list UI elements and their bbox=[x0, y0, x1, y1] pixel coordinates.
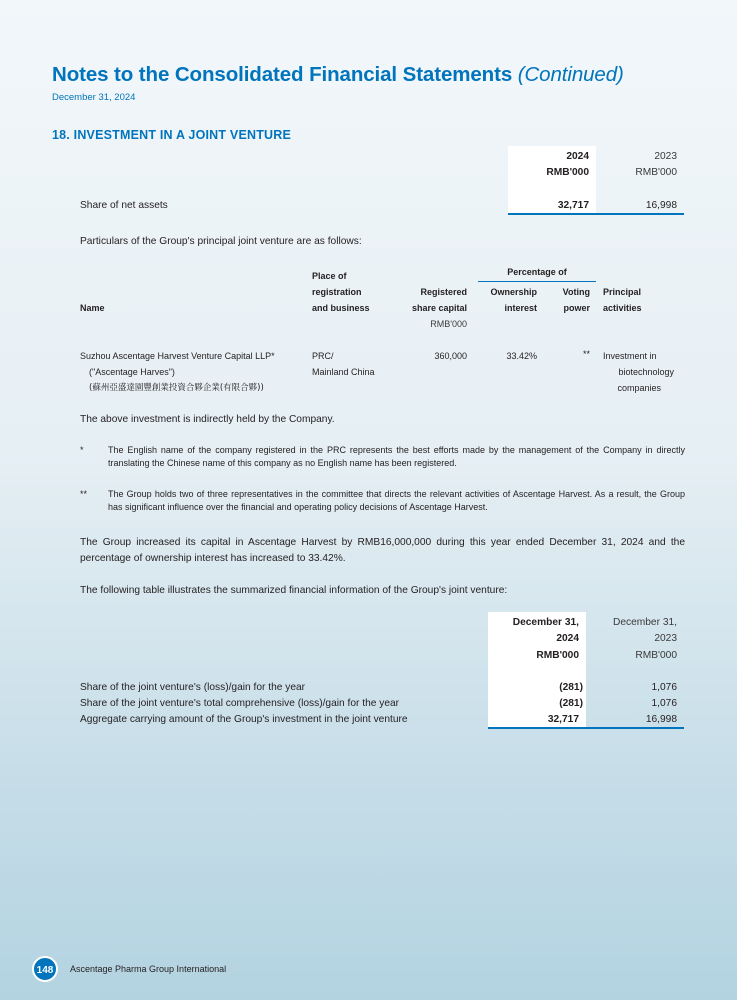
t2-row-label: Share of the joint venture's total comprehensive (loss)/gain for the year bbox=[80, 698, 400, 709]
header-name: Name bbox=[80, 303, 105, 313]
t2-row-value-2024: 32,717 bbox=[547, 714, 579, 725]
header-principal-1: Principal bbox=[603, 287, 642, 297]
t2-col-2024-line-3: RMB'000 bbox=[536, 650, 579, 661]
company-name: Ascentage Pharma Group International bbox=[70, 964, 227, 974]
col-2024-unit: RMB'000 bbox=[546, 167, 589, 178]
jv-name-line-3: (蘇州亞盛達園豐創業投資合夥企業(有限合夥)) bbox=[89, 383, 264, 393]
jv-registered-capital: 360,000 bbox=[434, 351, 467, 361]
jv-place-line-2: Mainland China bbox=[312, 367, 375, 377]
title-continued: (Continued) bbox=[517, 63, 624, 86]
share-net-assets-2024: 32,717 bbox=[557, 200, 589, 211]
header-voting-1: Voting bbox=[562, 287, 590, 297]
page-number-badge: 148 bbox=[32, 956, 58, 982]
header-place-2: registration bbox=[312, 287, 362, 297]
t2-col-2023-line-1: December 31, bbox=[613, 617, 677, 628]
t2-row-label: Aggregate carrying amount of the Group's investment in the joint venture bbox=[80, 714, 408, 725]
jv-activity-line-2: biotechnology bbox=[618, 367, 674, 377]
percentage-group-rule bbox=[478, 281, 596, 282]
header-reg-unit: RMB'000 bbox=[430, 319, 467, 329]
table1-bottom-rule bbox=[508, 213, 684, 215]
col-2024-year: 2024 bbox=[566, 151, 589, 162]
t2-row-value-2023: 1,076 bbox=[651, 698, 677, 709]
header-ownership-1: Ownership bbox=[490, 287, 537, 297]
t2-row-value-2024: (281) bbox=[559, 698, 583, 709]
footnote-mark-2: ** bbox=[80, 489, 88, 499]
jv-activity-line-3: companies bbox=[617, 383, 661, 393]
jv-activity-line-1: Investment in bbox=[603, 351, 657, 361]
jv-place-line-1: PRC/ bbox=[312, 351, 334, 361]
jv-name-line-1: Suzhou Ascentage Harvest Venture Capital LLP* bbox=[80, 351, 275, 361]
page-title: Notes to the Consolidated Financial Statements (Continued) bbox=[52, 63, 624, 86]
particulars-intro: Particulars of the Group's principal joint venture are as follows: bbox=[80, 236, 362, 247]
indirect-holding-note: The above investment is indirectly held by the Company. bbox=[80, 414, 335, 425]
footnote-text-2: The Group holds two of three representatives in the committee that directs the relevant activities of Ascentage Harvest. As a result, the Group has significant influence over the financial and operating policy decisions of Ascentage Harvest. bbox=[108, 489, 685, 512]
t2-row-value-2023: 1,076 bbox=[651, 682, 677, 693]
summary-intro: The following table illustrates the summarized financial information of the Group's joint venture: bbox=[80, 585, 508, 596]
share-net-assets-label: Share of net assets bbox=[80, 200, 168, 211]
report-date: December 31, 2024 bbox=[52, 92, 136, 103]
t2-col-2023-line-2: 2023 bbox=[654, 633, 677, 644]
jv-name-line-2: ("Ascentage Harves") bbox=[89, 367, 175, 377]
section-heading: 18. INVESTMENT IN A JOINT VENTURE bbox=[52, 128, 292, 142]
header-reg-1: Registered bbox=[420, 287, 467, 297]
t2-col-2024-line-2: 2024 bbox=[556, 633, 579, 644]
col-2023-unit: RMB'000 bbox=[635, 167, 677, 178]
header-percentage-of: Percentage of bbox=[507, 267, 567, 277]
jv-voting-power: ** bbox=[582, 349, 590, 359]
jv-ownership-interest: 33.42% bbox=[506, 351, 537, 361]
header-ownership-2: interest bbox=[504, 303, 537, 313]
capital-increase-paragraph: The Group increased its capital in Ascentage Harvest by RMB16,000,000 during this year ended December 31, 2024 and the percentage of ownership interest has increased to 33.42%. bbox=[80, 537, 685, 564]
t2-col-2023-line-3: RMB'000 bbox=[635, 650, 677, 661]
t2-col-2024-line-1: December 31, bbox=[512, 617, 579, 628]
header-principal-2: activities bbox=[603, 303, 642, 313]
header-voting-2: power bbox=[563, 303, 590, 313]
header-place-1: Place of bbox=[312, 271, 347, 281]
header-place-3: and business bbox=[312, 303, 370, 313]
footnote-mark-1: * bbox=[80, 445, 84, 455]
header-reg-2: share capital bbox=[411, 303, 467, 313]
share-net-assets-2023: 16,998 bbox=[645, 200, 677, 211]
table2-bottom-rule bbox=[488, 727, 684, 729]
t2-row-value-2024: (281) bbox=[559, 682, 583, 693]
t2-row-label: Share of the joint venture's (loss)/gain for the year bbox=[80, 682, 306, 693]
t2-row-value-2023: 16,998 bbox=[645, 714, 677, 725]
footnote-text-1: The English name of the company registered in the PRC represents the best efforts made by the management of the Company in directly translating the Chinese name of this company as no English name has been registered. bbox=[108, 445, 685, 468]
col-2023-year: 2023 bbox=[654, 151, 677, 162]
